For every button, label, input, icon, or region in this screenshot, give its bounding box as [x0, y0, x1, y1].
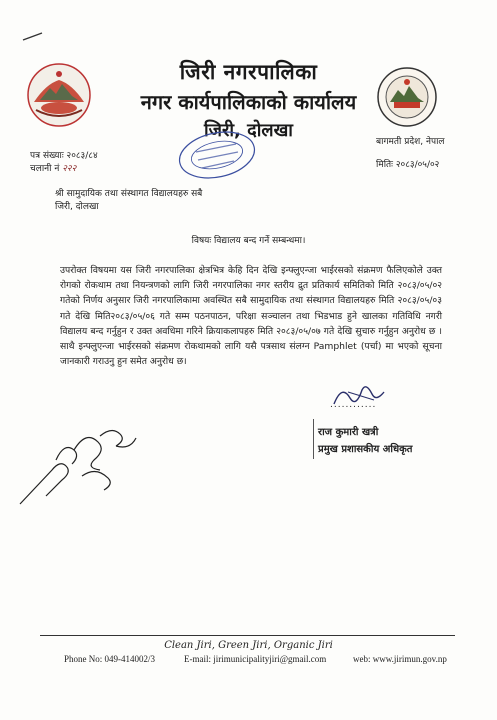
signatory-name: राज कुमारी खत्री — [318, 427, 379, 438]
corner-pen-mark — [22, 31, 44, 41]
signatory-title: प्रमुख प्रशासकीय अधिकृत — [318, 444, 413, 455]
dispatch-label: चलानी नं — [30, 164, 60, 174]
letter-subject: विषयः विद्यालय बन्द गर्ने सम्बन्धमा। — [191, 236, 306, 246]
letter-body: उपरोक्त विषयमा यस जिरी नगरपालिका क्षेत्रभित्र केहि दिन देखि इन्फ्लुएन्जा भाईरसको संक्रमण फैलिएकोले उक्त रोगको रोकथाम तथा नियन्त्रणको लागि जिरी नगरपालिका नगर स्तरीय द्रुत प्रतिकार्य समितिको मिति २०८३/०५/०२ गतेको निर्णय अनुसार जिरी नगरपालिकामा अवस्थित सबै सामुदायिक तथा संस्थागत विद्यालयहरु मिति २०८३/०५/०३ गते देखि मिति२०८३/०५/०६ गते सम्म पठनपाठन, परिक्षा सञ्चालन तथा भिडभाड हुने खालका गतिविधि नगरी विद्यालय बन्द गर्नुहुन र उक्त अवधिमा गरिने क्रियाकलापहरु मिति २०८३/०५/०७ गते देखि सुचारु गर्नुहुन अनुरोध छ । साथै इन्फ्लुएन्जा भाईरसको संक्रमण रोकथामको लागि यसै पत्रसाथ संलग्न Pamphlet (पर्चा) मा भएको सूचना जानकारी गराउनु हुन समेत अनुरोध छ। — [60, 265, 442, 368]
footer-slogan: Clean Jiri, Green Jiri, Organic Jiri — [164, 640, 333, 651]
footer-phone: Phone No: 049-414002/3 — [64, 654, 155, 664]
footer-email[interactable]: E-mail: jirimunicipalityjiri@gmail.com — [184, 654, 327, 664]
dispatch-number — [30, 161, 76, 174]
dispatch-value: २२२ — [62, 164, 77, 174]
signature-dots: ............ — [330, 400, 377, 410]
office-location: जिरी, दोलखा — [204, 120, 293, 141]
municipality-seal-logo — [376, 66, 438, 128]
province-address: बागमती प्रदेश, नेपाल — [376, 137, 445, 147]
handwritten-receipt-scribble — [16, 420, 146, 510]
recipient-line-1: श्री सामुदायिक तथा संस्थागत विद्यालयहरु सबै — [55, 189, 203, 199]
footer-divider — [40, 635, 455, 636]
recipient-line-2: जिरी, दोलखा — [55, 202, 99, 212]
municipality-name: जिरी नगरपालिका — [179, 60, 318, 84]
letter-number: पत्र संख्याः २०८३/८४ — [30, 151, 98, 161]
footer-website[interactable]: web: www.jirimun.gov.np — [353, 654, 447, 664]
office-name: नगर कार्यपालिकाको कार्यालय — [140, 90, 357, 114]
office-stamp — [176, 130, 258, 180]
letter-date: मितिः २०८३/०५/०२ — [376, 160, 440, 170]
